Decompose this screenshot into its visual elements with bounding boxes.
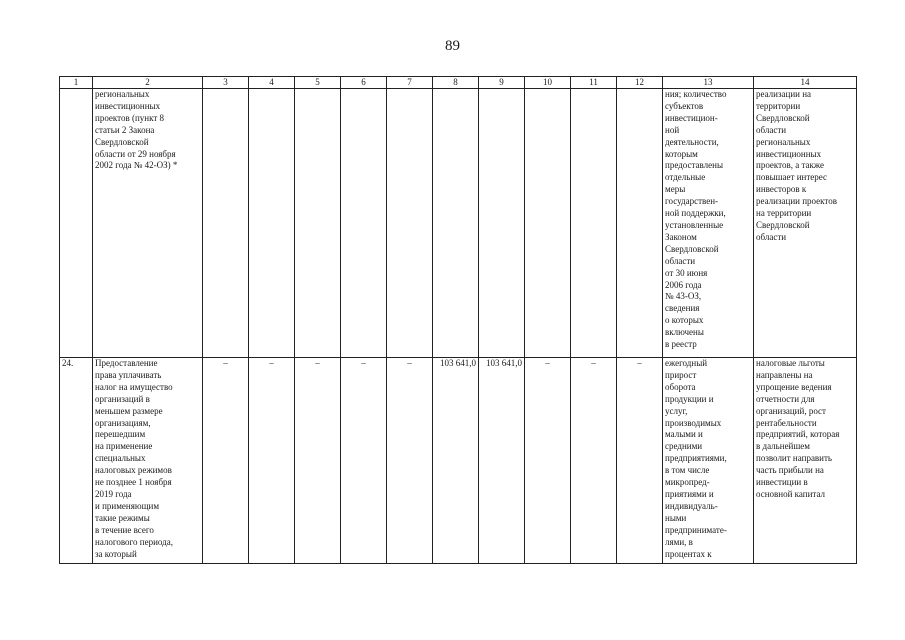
- value-cell-5: –: [295, 358, 341, 564]
- value-cell-7: –: [387, 358, 433, 564]
- value-cell-11: –: [571, 358, 617, 564]
- indicator-cell: ния; количество субъектов инвестицион- ной деятельности, которым предоставлены отдельные меры государствен- ной поддержки, установленные Законом Свердловской области от 30 июня 2006 года № 43-ОЗ, сведения о которых включены в реестр: [663, 89, 754, 358]
- header-col-4: 4: [249, 77, 295, 89]
- value-cell-9: 103 641,0: [479, 358, 525, 564]
- table-row: [60, 89, 857, 358]
- header-row: [60, 77, 857, 89]
- value-cell-10: [525, 89, 571, 358]
- value-cell-3: [203, 89, 249, 358]
- header-col-10: 10: [525, 77, 571, 89]
- description-cell: региональных инвестиционных проектов (пункт 8 статьи 2 Закона Свердловской области от 29 ноября 2002 года № 42-ОЗ) *: [93, 89, 203, 358]
- header-col-11: 11: [571, 77, 617, 89]
- effect-cell: реализации на территории Свердловской области региональных инвестиционных проектов, а также повышает интерес инвесторов к реализации проектов на территории Свердловской области: [754, 89, 857, 358]
- header-col-5: 5: [295, 77, 341, 89]
- indicator-cell: ежегодный прирост оборота продукции и услуг, производимых малыми и средними предприятиями, в том числе микропред- приятиями и индивидуаль- ными предпринимате- лями, в процентах к: [663, 358, 754, 564]
- value-cell-10: –: [525, 358, 571, 564]
- value-cell-5: [295, 89, 341, 358]
- value-cell-8: [433, 89, 479, 358]
- header-col-9: 9: [479, 77, 525, 89]
- row-number-cell: [60, 89, 93, 358]
- header-col-7: 7: [387, 77, 433, 89]
- header-col-13: 13: [663, 77, 754, 89]
- value-cell-8: 103 641,0: [433, 358, 479, 564]
- value-cell-6: –: [341, 358, 387, 564]
- value-cell-4: –: [249, 358, 295, 564]
- data-table: [59, 76, 857, 564]
- value-cell-12: –: [617, 358, 663, 564]
- effect-cell: налоговые льготы направлены на упрощение ведения отчетности для организаций, рост рентабельности предприятий, которая в дальнейшем позволит направить часть прибыли на инвестиции в основной капитал: [754, 358, 857, 564]
- header-col-3: 3: [203, 77, 249, 89]
- header-col-8: 8: [433, 77, 479, 89]
- value-cell-6: [341, 89, 387, 358]
- value-cell-7: [387, 89, 433, 358]
- value-cell-12: [617, 89, 663, 358]
- value-cell-9: [479, 89, 525, 358]
- table-row: [60, 358, 857, 564]
- value-cell-11: [571, 89, 617, 358]
- row-number-cell: 24.: [60, 358, 93, 564]
- header-col-1: 1: [60, 77, 93, 89]
- value-cell-4: [249, 89, 295, 358]
- page-number: 89: [445, 38, 460, 54]
- description-cell: Предоставление права уплачивать налог на имущество организаций в меньшем размере организациям, перешедшим на применение специальных налоговых режимов не позднее 1 ноября 2019 года и применяющим такие режимы в течение всего налогового периода, за который: [93, 358, 203, 564]
- header-col-6: 6: [341, 77, 387, 89]
- value-cell-3: –: [203, 358, 249, 564]
- header-col-2: 2: [93, 77, 203, 89]
- header-col-12: 12: [617, 77, 663, 89]
- header-col-14: 14: [754, 77, 857, 89]
